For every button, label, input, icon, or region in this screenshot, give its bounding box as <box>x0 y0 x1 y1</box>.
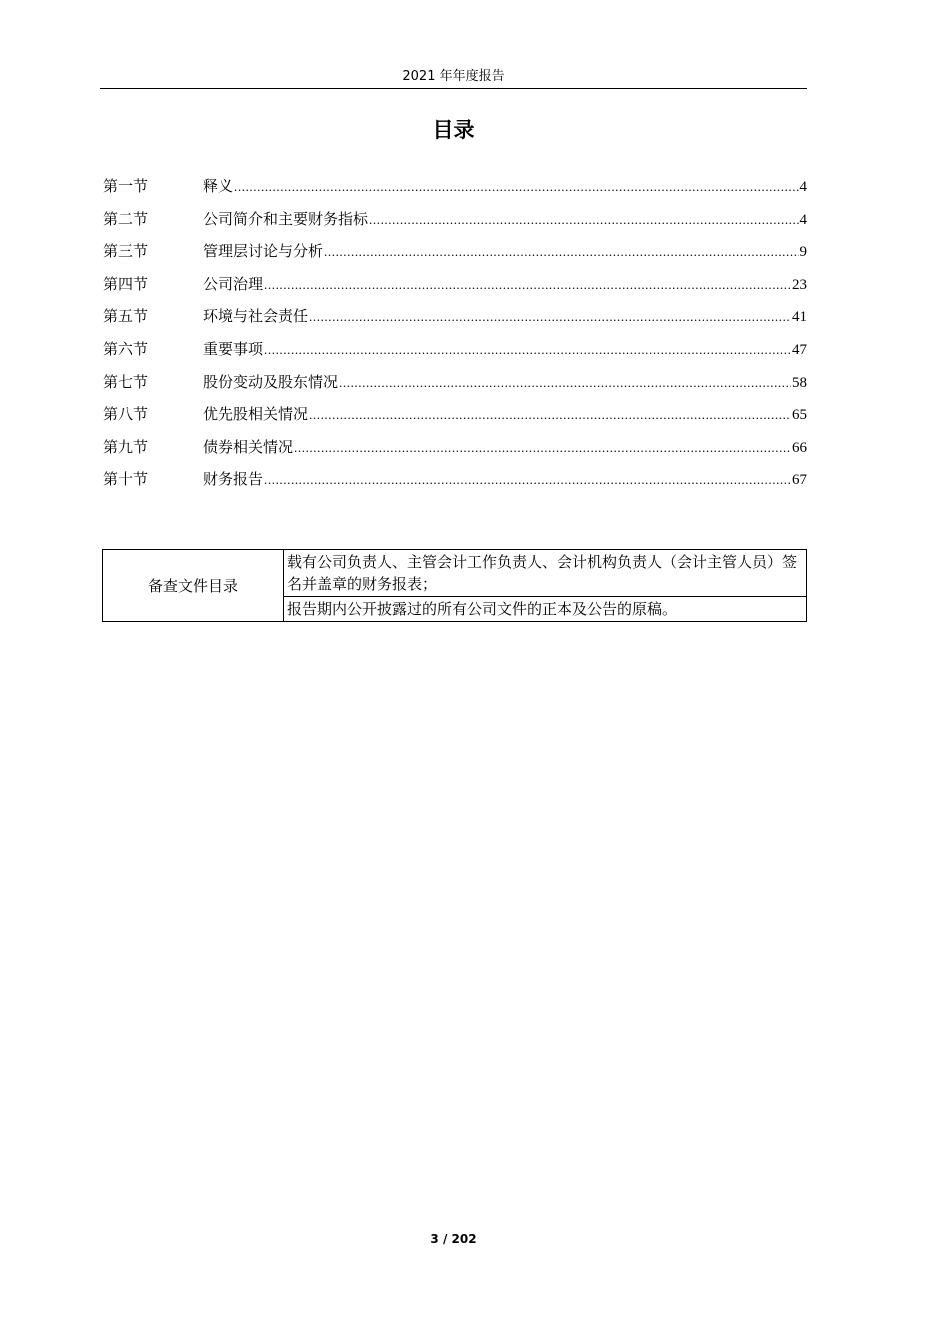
toc-page-number: 41 <box>792 309 807 326</box>
toc-section-number: 第四节 <box>103 274 149 293</box>
toc-entry-8[interactable] <box>103 398 807 431</box>
toc-page-number: 47 <box>792 341 807 358</box>
toc-section-title: 公司治理 <box>203 274 264 293</box>
toc-section-number: 第五节 <box>103 307 149 326</box>
reference-table-label: 备查文件目录 <box>103 550 284 622</box>
toc-leader-dots <box>264 269 791 302</box>
toc-entry-2[interactable] <box>103 203 807 236</box>
reference-documents-table <box>102 549 807 622</box>
toc-section-title: 财务报告 <box>203 470 264 489</box>
toc-section-number: 第八节 <box>103 405 149 424</box>
toc-section-title: 优先股相关情况 <box>203 405 309 424</box>
toc-page-number: 67 <box>792 472 807 489</box>
table-of-contents <box>103 170 807 496</box>
toc-section-title: 环境与社会责任 <box>203 307 309 326</box>
toc-entry-7[interactable] <box>103 366 807 399</box>
toc-section-number: 第六节 <box>103 339 149 358</box>
toc-entry-9[interactable] <box>103 431 807 464</box>
reference-table-cell: 载有公司负责人、主管会计工作负责人、会计机构负责人（会计主管人员）签名并盖章的财务报表； <box>284 550 807 597</box>
toc-entry-5[interactable] <box>103 300 807 333</box>
toc-section-number: 第一节 <box>103 177 149 195</box>
toc-leader-dots <box>369 204 798 237</box>
toc-section-title: 债券相关情况 <box>203 437 294 456</box>
toc-leader-dots <box>234 171 798 204</box>
reference-table-cell: 报告期内公开披露过的所有公司文件的正本及公告的原稿。 <box>284 597 807 622</box>
page-title: 目录 <box>432 118 475 142</box>
toc-page-number: 23 <box>792 276 807 293</box>
page-number-footer: 3 / 202 <box>430 1232 477 1246</box>
toc-section-number: 第二节 <box>103 209 149 228</box>
toc-leader-dots <box>324 236 798 269</box>
toc-section-title: 释义 <box>203 177 234 195</box>
toc-page-number: 4 <box>799 211 807 228</box>
toc-section-number: 第十节 <box>103 470 149 489</box>
toc-page-number: 9 <box>799 244 807 261</box>
toc-page-number: 66 <box>792 439 807 456</box>
toc-entry-6[interactable] <box>103 333 807 366</box>
toc-section-title: 公司简介和主要财务指标 <box>203 209 369 228</box>
toc-leader-dots <box>294 432 791 465</box>
toc-leader-dots <box>309 399 791 432</box>
toc-section-number: 第七节 <box>103 372 149 391</box>
toc-leader-dots <box>264 464 791 497</box>
toc-leader-dots <box>264 334 791 367</box>
toc-section-title: 管理层讨论与分析 <box>203 242 324 261</box>
table-row <box>103 550 807 597</box>
toc-section-title: 股份变动及股东情况 <box>203 372 339 391</box>
toc-section-title: 重要事项 <box>203 339 264 358</box>
toc-section-number: 第三节 <box>103 242 149 261</box>
toc-entry-1[interactable] <box>103 170 807 203</box>
toc-entry-3[interactable] <box>103 235 807 268</box>
toc-page-number: 65 <box>792 407 807 424</box>
page-header: 2021 年年度报告 <box>100 66 807 89</box>
toc-page-number: 58 <box>792 374 807 391</box>
toc-page-number: 4 <box>799 179 807 195</box>
toc-leader-dots <box>339 367 791 400</box>
toc-entry-4[interactable] <box>103 268 807 301</box>
toc-leader-dots <box>309 301 791 334</box>
toc-section-number: 第九节 <box>103 437 149 456</box>
toc-entry-10[interactable] <box>103 463 807 496</box>
